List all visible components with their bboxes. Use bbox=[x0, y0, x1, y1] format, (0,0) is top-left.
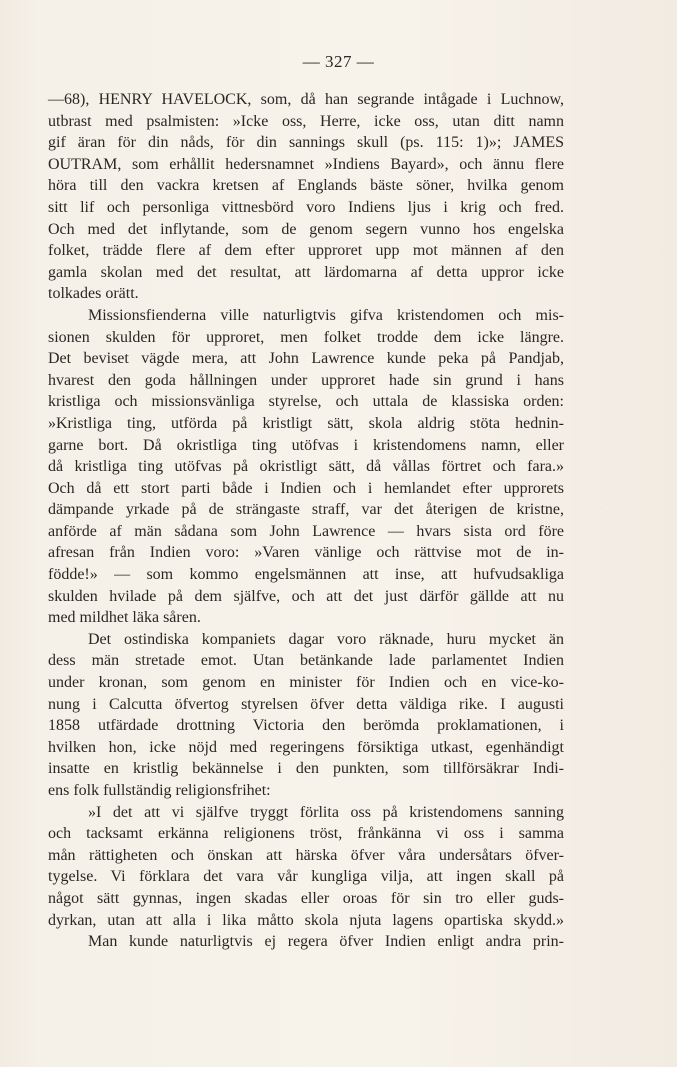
text-line: under kronan, som genom en minister för Indien och en vice-ko- bbox=[48, 674, 564, 692]
text-line: Det ostindiska kompaniets dagar voro räknade, huru mycket än bbox=[88, 630, 564, 648]
text-line: Och med det inflytande, som de genom segern vunno hos engelska bbox=[48, 220, 564, 238]
text-line: nung i Calcutta öfvertog styrelsen öfver detta väldiga rike. I augusti bbox=[48, 695, 564, 713]
text-line: »I det att vi själfve tryggt förlita oss på kristendomens sanning bbox=[88, 803, 564, 821]
text-line: Missionsfienderna ville naturligtvis gifva kristendomen och mis- bbox=[88, 306, 564, 324]
text-line: dyrkan, utan att alla i lika måtto skola njuta lagens opartiska skydd.» bbox=[48, 911, 564, 929]
text-line: något sätt gynnas, ingen skadas eller oroas för sin tro eller guds- bbox=[48, 889, 564, 907]
text-line: OUTRAM, som erhållit hedersnamnet »Indiens Bayard», och ännu flere bbox=[48, 155, 564, 173]
text-line: Man kunde naturligtvis ej regera öfver Indien enligt andra prin- bbox=[88, 933, 564, 951]
text-line: —68), HENRY HAVELOCK, som, då han segrande intågade i Luchnow, bbox=[48, 91, 564, 108]
text-line: skulden hvilade på dem själfve, och att det just därför gällde att nu bbox=[48, 587, 564, 605]
text-line: insatte en kristlig bekännelse i den punkten, som tillförsäkrar Indi- bbox=[48, 760, 564, 778]
text-line: tygelse. Vi förklara det vara vår kungliga vilja, att ingen skall på bbox=[48, 868, 564, 886]
text-line: höra till den vackra kretsen af Englands bäste söner, hvilka genom bbox=[48, 177, 564, 195]
text-line: garne bort. Då okristliga ting utöfvas i kristendomens namn, eller bbox=[48, 436, 564, 454]
text-line: Det beviset vägde mera, att John Lawrence kunde peka på Pandjab, bbox=[48, 350, 564, 368]
text-line: dess män stretade emot. Utan betänkande lade parlamentet Indien bbox=[48, 652, 564, 670]
text-line: anförde af män sådana som John Lawrence — hvars sista ord före bbox=[48, 522, 564, 540]
text-line: och tacksamt erkänna religionens tröst, frånkänna vi oss i samma bbox=[48, 825, 564, 843]
text-line: folket, trädde flere af dem efter upproret upp mot männen af den bbox=[48, 242, 564, 260]
text-line: då kristliga ting utöfvas på okristligt sätt, då vållas förtret och fara.» bbox=[48, 458, 564, 476]
text-line: med mildhet läka såren. bbox=[48, 609, 201, 627]
text-line: kristliga och missionsvänliga styrelse, och uttala de klassiska orden: bbox=[48, 393, 564, 411]
text-line: 1858 utfärdade drottning Victoria den berömda proklamationen, i bbox=[48, 717, 564, 735]
body-text bbox=[48, 89, 564, 953]
text-line: tolkades orätt. bbox=[48, 285, 139, 303]
text-line: födde!» — som kommo engelsmännen att inse, att hufvudsakliga bbox=[48, 566, 564, 584]
text-line: gamla skolan med det resultat, att lärdomarna af detta uppror icke bbox=[48, 263, 564, 281]
text-line: dämpande yrkade på de strängaste straff, var det återigen de kristne, bbox=[48, 501, 564, 519]
text-line: afresan från Indien voro: »Varen vänlige och rättvise mot de in- bbox=[48, 544, 564, 562]
text-line: Och då ett stort parti både i Indien och i hemlandet efter upprorets bbox=[48, 479, 564, 497]
text-line: sionen skulden för upproret, men folket trodde dem icke längre. bbox=[48, 328, 564, 346]
page-number: — 327 — bbox=[302, 52, 375, 71]
text-line: ens folk fullständig religionsfrihet: bbox=[48, 782, 271, 799]
text-line: gif äran för din nåds, för din sannings skull (ps. 115: 1)»; JAMES bbox=[48, 134, 564, 152]
text-line: utbrast med psalmisten: »Icke oss, Herre, icke oss, utan ditt namn bbox=[48, 112, 564, 130]
text-line: hvilken hon, icke nöjd med regeringens försiktiga utkast, egenhändigt bbox=[48, 738, 564, 756]
text-line: »Kristliga ting, utförda på kristligt sätt, skola aldrig stöta hednin- bbox=[48, 414, 564, 432]
text-line: sitt lif och personliga vittnesbörd voro Indiens ljus i krig och fred. bbox=[48, 198, 564, 216]
text-line: mån rättigheten och önskan att härska öfver våra undersåtars öfver- bbox=[48, 846, 564, 864]
text-line: hvarest den goda hållningen under upproret hade sin grund i hans bbox=[48, 371, 564, 389]
